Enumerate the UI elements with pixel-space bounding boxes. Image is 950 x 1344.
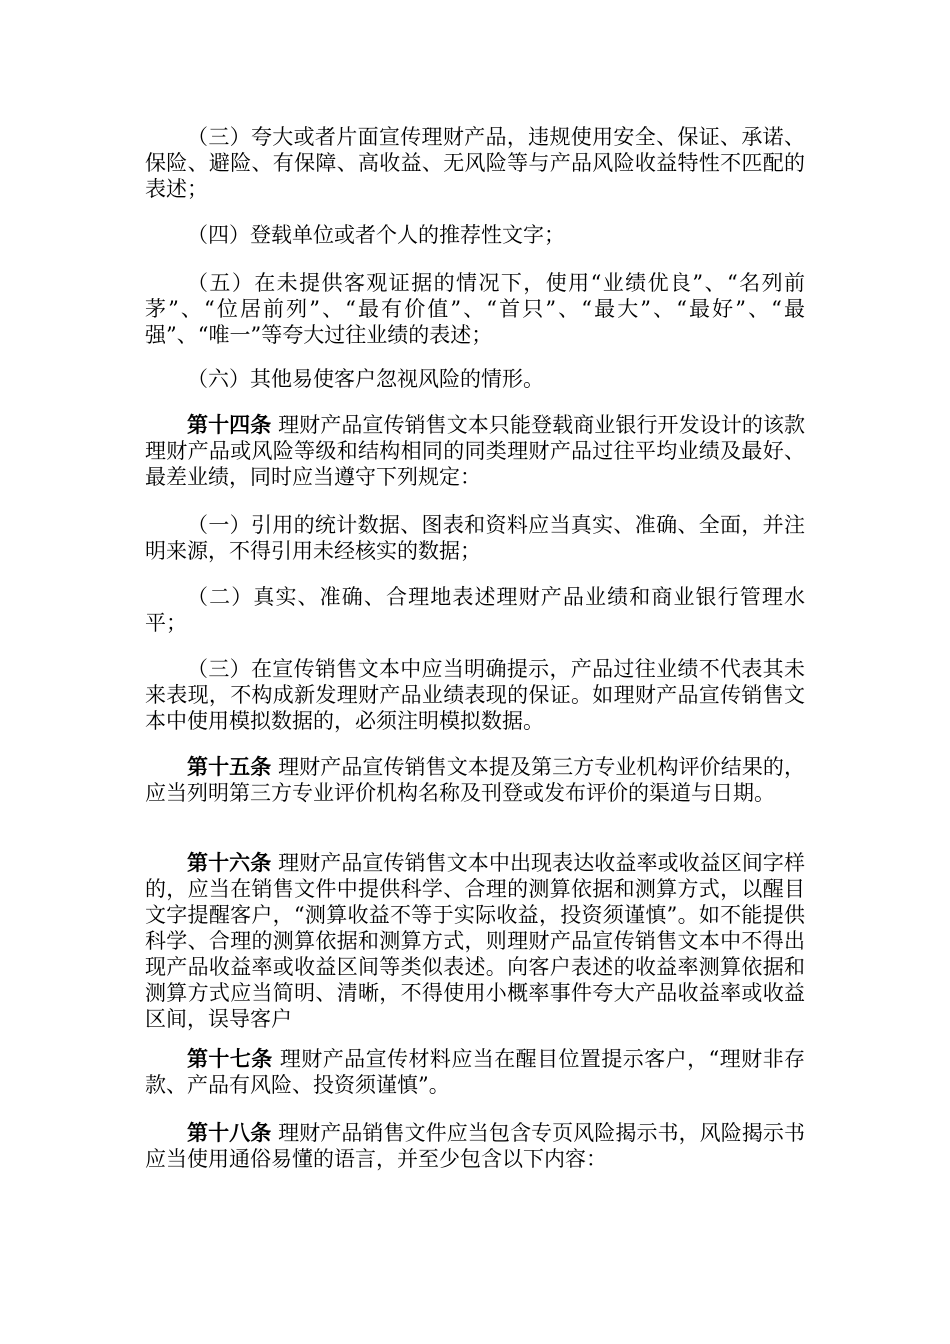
paragraph-text: （一）引用的统计数据、图表和资料应当真实、准确、全面，并注明来源，不得引用未经核实的数据；	[145, 513, 805, 563]
paragraph-text: （三）夸大或者片面宣传理财产品，违规使用安全、保证、承诺、保险、避险、有保障、高收益、无风险等与产品风险收益特性不匹配的表述；	[145, 125, 805, 201]
article-text: 理财产品宣传材料应当在醒目位置提示客户，“理财非存款、产品有风险、投资须谨慎”。	[145, 1047, 806, 1097]
paragraph-item-3b	[145, 656, 805, 734]
paragraph-item-5	[145, 270, 805, 348]
paragraph-item-2	[145, 584, 805, 636]
article-number: 第十八条	[187, 1120, 272, 1145]
article-text: 理财产品宣传销售文本中出现表达收益率或收益区间字样的，应当在销售文件中提供科学、合理的测算依据和测算方式，以醒目文字提醒客户，“测算收益不等于实际收益，投资须谨慎”。如不能提供科学、合理的测算依据和测算方式，则理财产品宣传销售文本中不得出现产品收益率或收益区间等类似表述。向客户表述的收益率测算依据和测算方式应当简明、清晰，不得使用小概率事件夸大产品收益率或收益区间，误导客户	[145, 851, 806, 1031]
article-number: 第十七条	[187, 1046, 273, 1071]
paragraph-text: （五）在未提供客观证据的情况下，使用“业绩优良”、“名列前茅”、“位居前列”、“最有价值”、“首只”、“最大”、“最好”、“最强”、“唯一”等夸大过往业绩的表述；	[145, 271, 805, 347]
article-16	[145, 850, 805, 1032]
paragraph-text: （三）在宣传销售文本中应当明确提示，产品过往业绩不代表其未来表现，不构成新发理财产品业绩表现的保证。如理财产品宣传销售文本中使用模拟数据的，必须注明模拟数据。	[145, 657, 805, 733]
paragraph-item-3	[145, 124, 805, 202]
article-17	[145, 1046, 805, 1098]
article-text: 理财产品销售文件应当包含专页风险揭示书，风险揭示书应当使用通俗易懂的语言，并至少包含以下内容：	[145, 1121, 806, 1171]
article-18	[145, 1120, 805, 1172]
paragraph-text: （四）登载单位或者个人的推荐性文字；	[187, 223, 565, 247]
article-number: 第十六条	[187, 850, 272, 875]
article-text: 理财产品宣传销售文本只能登载商业银行开发设计的该款理财产品或风险等级和结构相同的同类理财产品过往平均业绩及最好、最差业绩，同时应当遵守下列规定：	[145, 413, 806, 489]
article-15	[145, 754, 805, 806]
paragraph-item-4	[145, 222, 805, 248]
paragraph-text: （六）其他易使客户忽视风险的情形。	[187, 367, 544, 391]
paragraph-text: （二）真实、准确、合理地表述理财产品业绩和商业银行管理水平；	[145, 585, 805, 635]
article-14	[145, 412, 805, 490]
paragraph-item-1	[145, 512, 805, 564]
paragraph-item-6	[145, 366, 805, 392]
article-text: 理财产品宣传销售文本提及第三方专业机构评价结果的，应当列明第三方专业评价机构名称及刊登或发布评价的渠道与日期。	[145, 755, 806, 805]
article-number: 第十四条	[187, 412, 272, 437]
article-number: 第十五条	[187, 754, 272, 779]
